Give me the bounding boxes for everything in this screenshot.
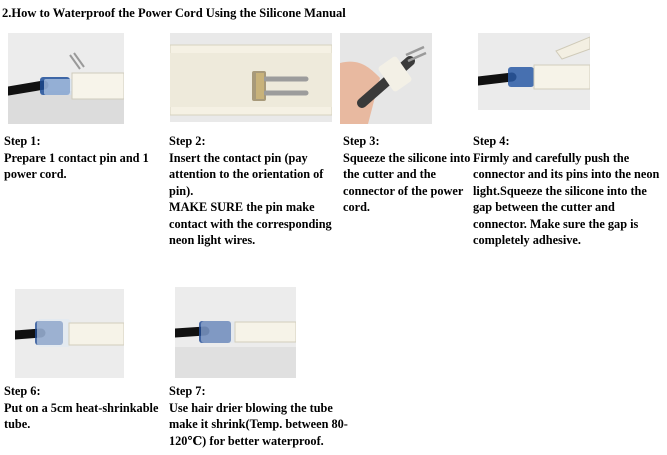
step-7-photo bbox=[175, 287, 296, 378]
step-4-text bbox=[473, 133, 665, 249]
step-instructions: Put on a 5cm heat-shrinkable tube. bbox=[4, 400, 159, 431]
step-instructions: Firmly and carefully push the connector and its pins into the neon light.Squeeze the silicone into the gap between the cutter and connector. Make sure the gap is completely adhesive. bbox=[473, 150, 660, 247]
step-heading: Step 7: bbox=[169, 384, 206, 398]
step-instructions: Insert the contact pin (pay attention to the orientation of pin). MAKE SURE the pin make contact with the corresponding neon light wires. bbox=[169, 150, 332, 247]
step-7-text bbox=[169, 383, 359, 449]
step-6-text bbox=[4, 383, 169, 433]
step-heading: Step 3: bbox=[343, 134, 380, 148]
step-2-text bbox=[169, 133, 347, 249]
step-heading: Step 2: bbox=[169, 134, 206, 148]
step-heading: Step 6: bbox=[4, 384, 41, 398]
step-6-photo bbox=[15, 289, 124, 378]
step-3-photo bbox=[340, 33, 432, 124]
page-title: 2.How to Waterproof the Power Cord Using the Silicone Manual bbox=[2, 6, 346, 20]
step-heading: Step 1: bbox=[4, 134, 41, 148]
step-1-text bbox=[4, 133, 169, 183]
step-instructions: Squeeze the silicone into the cutter and the connector of the power cord. bbox=[343, 150, 471, 214]
step-2-photo bbox=[170, 33, 332, 122]
step-instructions: Prepare 1 contact pin and 1 power cord. bbox=[4, 150, 149, 181]
step-heading: Step 4: bbox=[473, 134, 510, 148]
step-1-photo bbox=[8, 33, 124, 124]
step-instructions: Use hair drier blowing the tube make it shrink(Temp. between 80- 120℃) for better waterproof. bbox=[169, 400, 348, 448]
step-4-photo bbox=[478, 33, 590, 110]
step-3-text bbox=[343, 133, 471, 216]
